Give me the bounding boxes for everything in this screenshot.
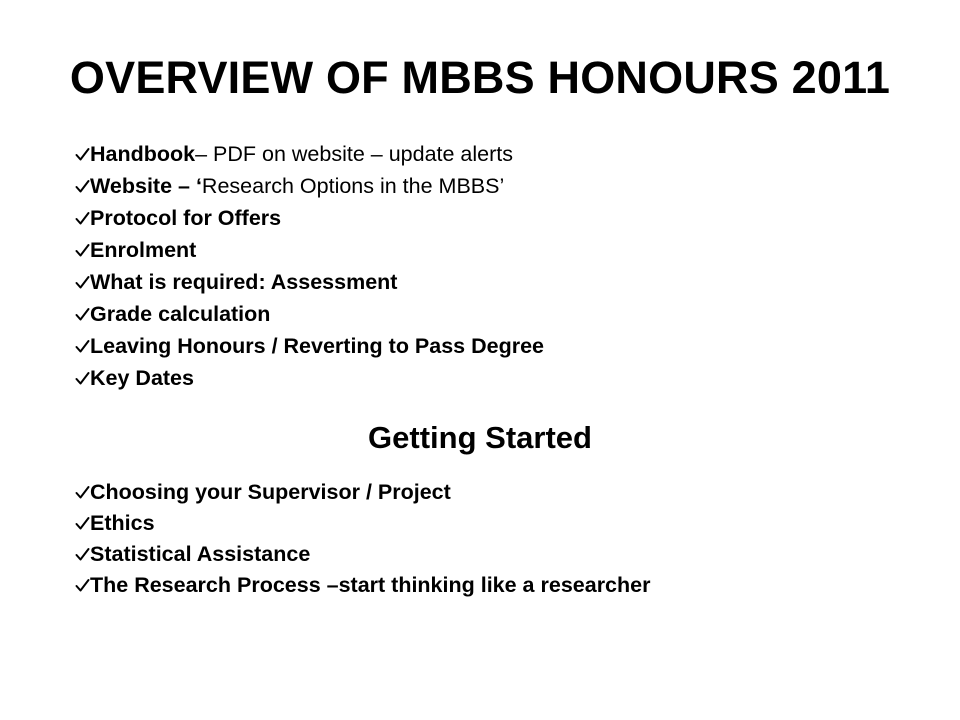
item-bold-text: What is required: Assessment [90, 269, 398, 294]
list-item [75, 539, 650, 570]
check-icon [75, 179, 90, 194]
check-icon [75, 485, 90, 500]
list-item [75, 570, 650, 601]
item-bold-text: Leaving Honours / Reverting to Pass Degree [90, 333, 545, 358]
list-item [75, 234, 544, 266]
item-bold-text: Website – ‘ [90, 173, 202, 198]
item-bold-text: Grade calculation [90, 301, 271, 326]
item-bold-text: Ethics [90, 511, 155, 535]
list-item [75, 202, 544, 234]
check-icon [75, 275, 90, 290]
check-icon [75, 147, 90, 162]
list-item [75, 266, 544, 298]
check-icon [75, 578, 90, 593]
item-normal-text: Research Options in the MBBS’ [201, 173, 505, 198]
check-icon [75, 339, 90, 354]
list-item [75, 330, 544, 362]
item-normal-text: – PDF on website – update alerts [195, 141, 514, 166]
item-bold-text: Enrolment [90, 237, 197, 262]
list-item [75, 170, 544, 202]
item-bold-text: Handbook [90, 141, 196, 166]
list-item [75, 362, 544, 394]
getting-started-list [75, 477, 650, 601]
check-icon [75, 211, 90, 226]
item-bold-text: The Research Process –start thinking like a researcher [90, 573, 651, 597]
check-icon [75, 243, 90, 258]
item-bold-text: Key Dates [90, 365, 194, 390]
item-bold-text: Statistical Assistance [90, 542, 311, 566]
item-bold-text: Protocol for Offers [90, 205, 282, 230]
list-item [75, 298, 544, 330]
check-icon [75, 516, 90, 531]
slide-title: OVERVIEW OF MBBS HONOURS 2011 [69, 52, 891, 103]
section-heading: Getting Started [368, 420, 592, 455]
list-item [75, 477, 650, 508]
item-bold-text: Choosing your Supervisor / Project [90, 480, 451, 504]
list-item [75, 138, 544, 170]
overview-list [75, 138, 544, 394]
check-icon [75, 307, 90, 322]
check-icon [75, 547, 90, 562]
list-item [75, 508, 650, 539]
check-icon [75, 371, 90, 386]
